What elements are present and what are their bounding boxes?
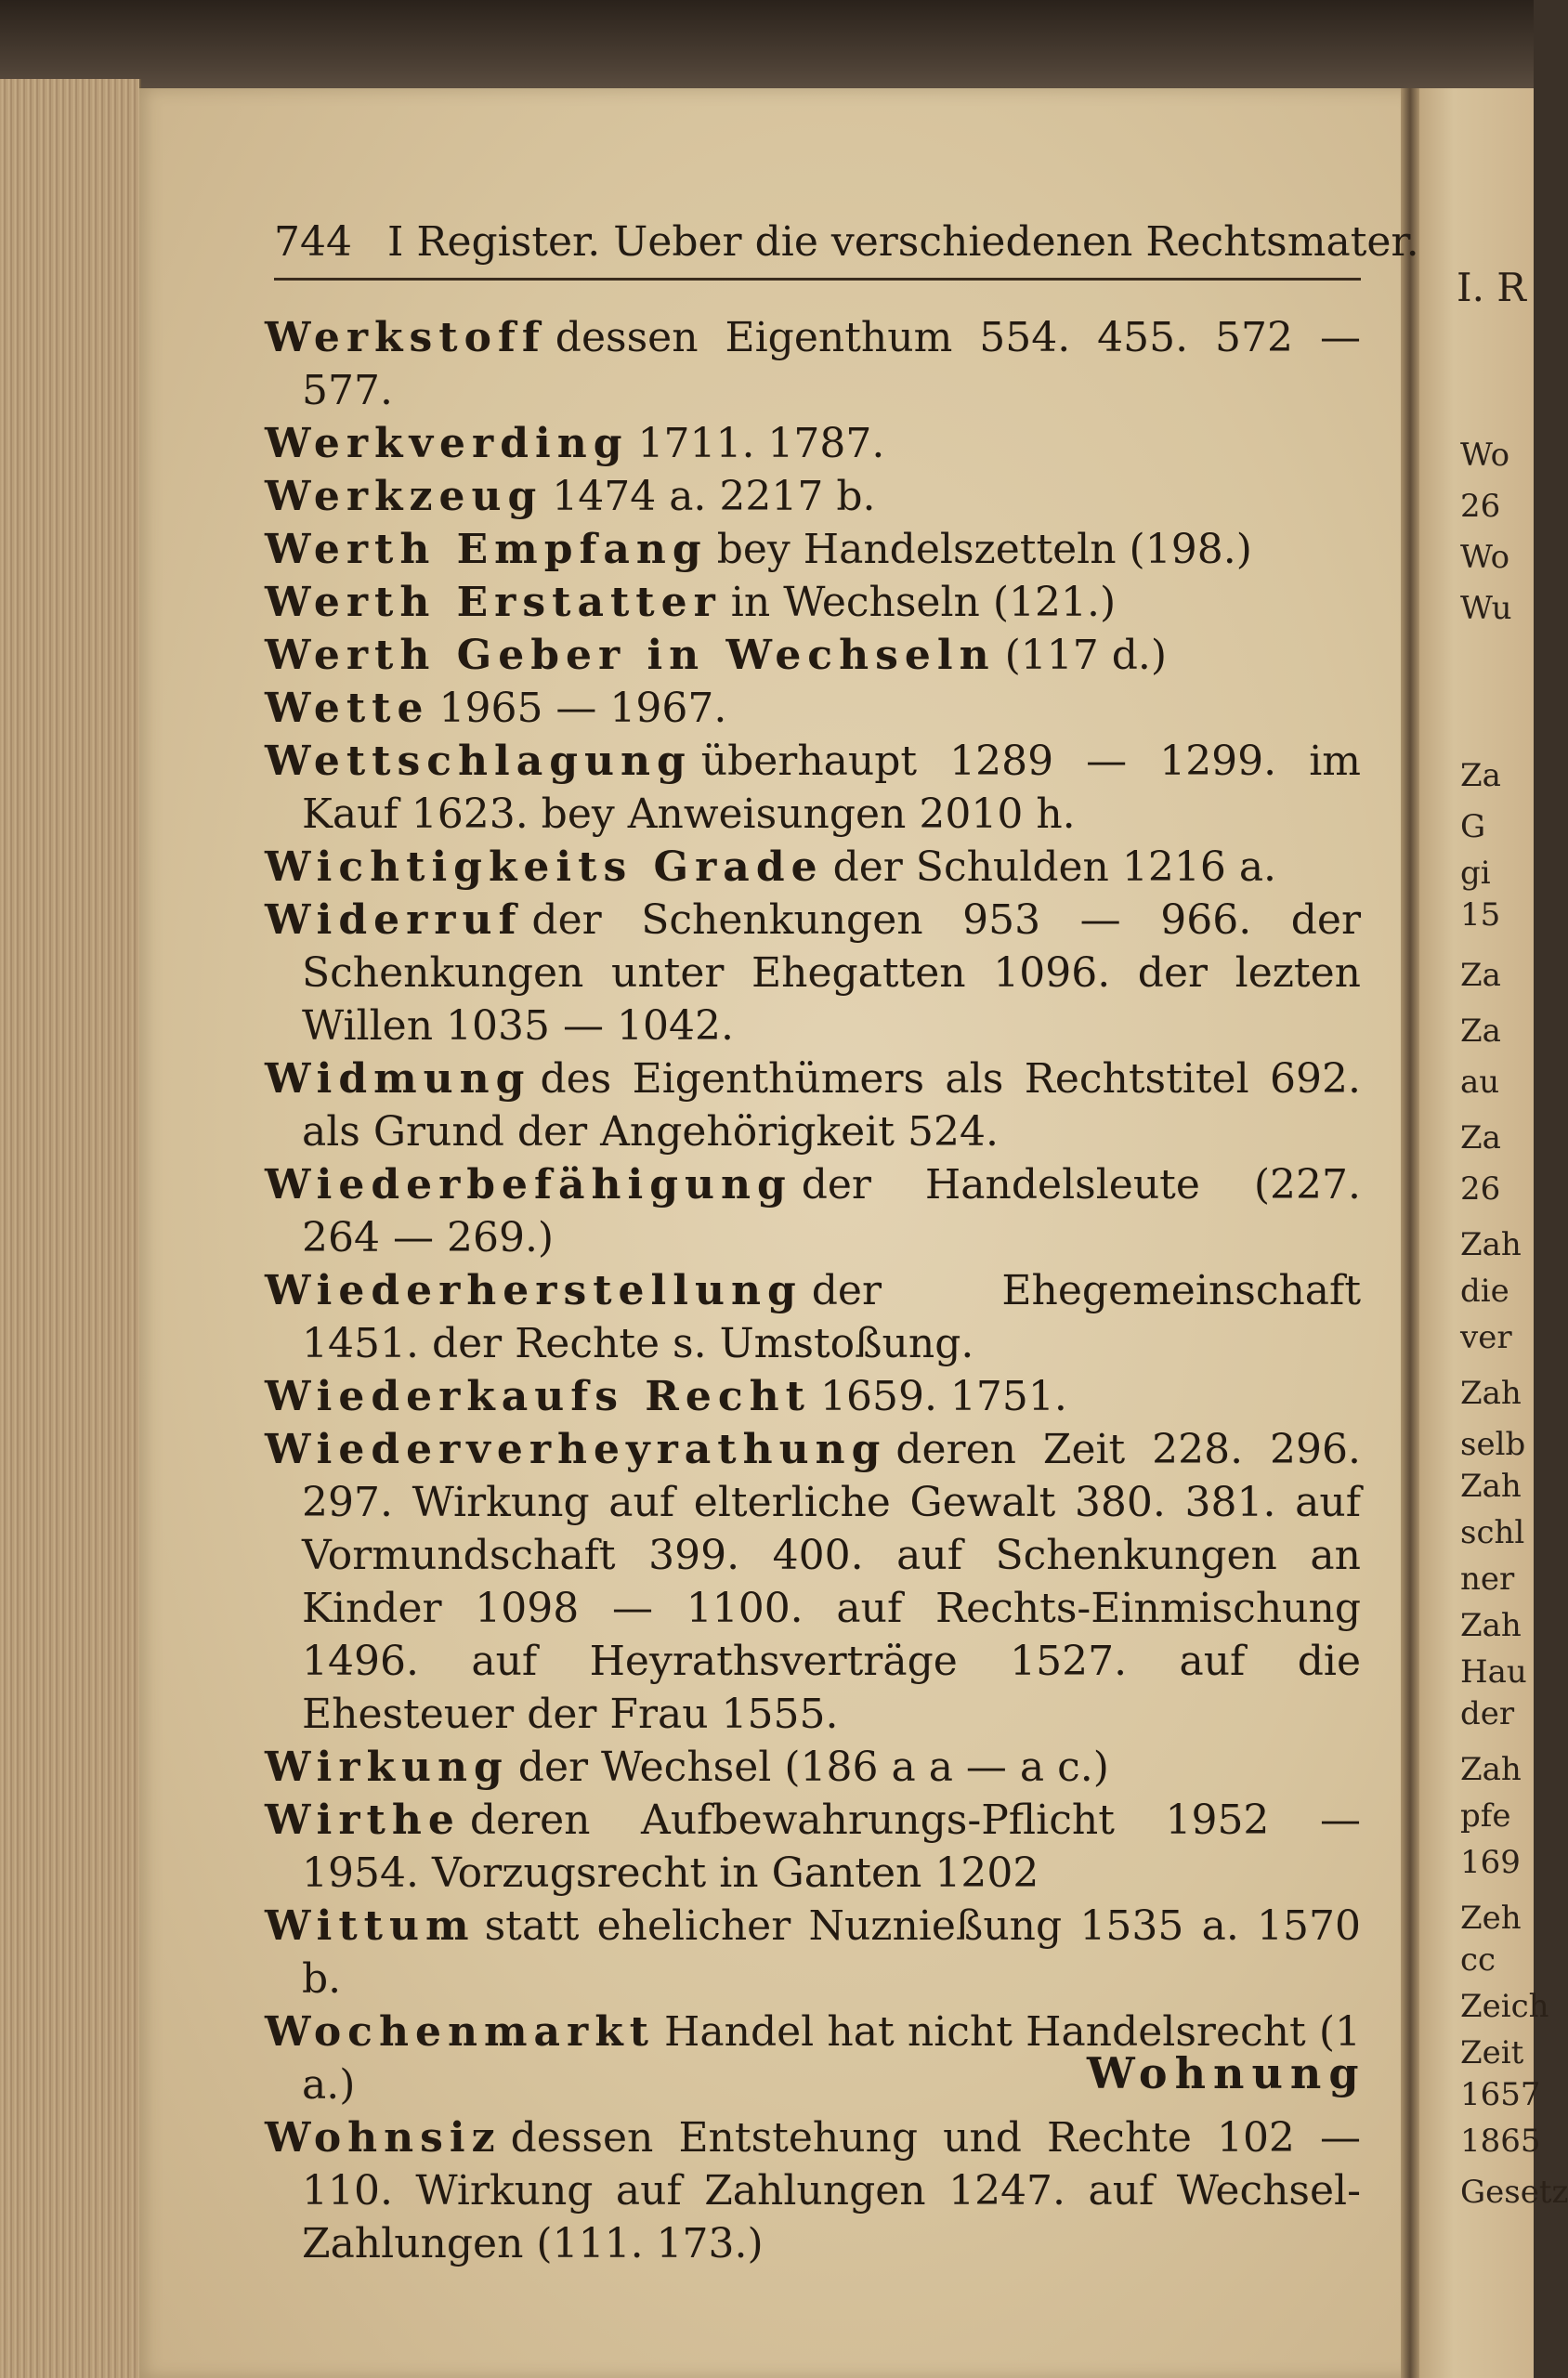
entry-text: 1711. 1787. (637, 420, 885, 467)
entry-keyword: Werkzeug (265, 473, 543, 520)
entry-keyword: Wochenmarkt (265, 2008, 655, 2056)
register-entries (265, 311, 1361, 2270)
right-page-line: gi (1460, 855, 1491, 892)
page-number: 744 (274, 218, 352, 266)
right-page-line: Za (1460, 957, 1501, 994)
right-page-line: 26 (1460, 488, 1501, 525)
entry-text: dessen Entstehung und Rechte 102 — 110. Wirkung auf Zahlungen 1247. auf Wechsel-Zahlungen (111. 173.) (302, 2114, 1361, 2267)
book-top-edge (0, 0, 1534, 88)
right-page-line: 169 (1460, 1844, 1521, 1881)
entry-keyword: Wichtigkeits Grade (265, 843, 824, 891)
entry-keyword: Werkverding (265, 420, 629, 467)
right-page-line: Hau (1460, 1653, 1527, 1691)
entry-text: 1659. 1751. (819, 1373, 1067, 1420)
register-entry (265, 1794, 1361, 1900)
entry-keyword: Wiederverheyrathung (265, 1426, 887, 1473)
right-page-line: schl (1460, 1514, 1525, 1551)
right-page-line: Wu (1460, 590, 1512, 627)
register-entry (265, 2111, 1361, 2270)
entry-text: deren Aufbewahrungs-Pflicht 1952 — 1954. Vorzugsrecht in Ganten 1202 (302, 1797, 1361, 1897)
entry-keyword: Wiederbefähigung (265, 1161, 792, 1209)
entry-text: der Wechsel (186 a a — a c.) (517, 1744, 1109, 1791)
register-entry (265, 311, 1361, 417)
page-header (274, 218, 1419, 266)
right-page-line: Gesetz (1460, 2174, 1568, 2211)
register-entry (265, 841, 1361, 894)
entry-keyword: Wittum (265, 1902, 476, 1950)
entry-keyword: Wiederherstellung (265, 1267, 803, 1314)
register-entry (265, 1370, 1361, 1423)
entry-keyword: Werth Empfang (265, 526, 708, 573)
right-page-line: Zeich (1460, 1988, 1549, 2025)
right-page-line: der (1460, 1695, 1515, 1732)
page-title: I Register. Ueber die verschiedenen Rechtsmater. (386, 218, 1419, 266)
register-entry (265, 1264, 1361, 1370)
entry-text: in Wechseln (121.) (730, 579, 1117, 626)
right-page-line: ner (1460, 1561, 1515, 1598)
entry-text: 1965 — 1967. (438, 685, 727, 732)
entry-text: deren Zeit 228. 296. 297. Wirkung auf elterliche Gewalt 380. 381. auf Vormundschaft 399. 400. auf Schenkungen an Kinder 1098 — 1100. auf Rechts-Einmischung 1496. auf Heyrathsverträge 1527. auf die Ehesteuer der Frau 1555. (302, 1426, 1361, 1738)
entry-keyword: Wirthe (265, 1797, 461, 1844)
register-entry (265, 682, 1361, 735)
header-rule (274, 278, 1361, 281)
right-page-line: die (1460, 1273, 1509, 1310)
right-page-line: Za (1460, 1013, 1501, 1050)
right-page-header: I. R (1457, 265, 1526, 310)
right-page-line: 26 (1460, 1170, 1501, 1208)
right-page-line: Zah (1460, 1226, 1522, 1263)
entry-text: statt ehelicher Nuznießung 1535 a. 1570 b. (302, 1902, 1361, 2003)
right-page-line: au (1460, 1064, 1500, 1101)
right-page-line: Za (1460, 1119, 1501, 1156)
entry-keyword: Wettschlagung (265, 738, 692, 785)
right-page-line: G (1460, 808, 1486, 845)
right-page-line: Wo (1460, 437, 1510, 474)
right-page-line: 1865 (1460, 2123, 1541, 2160)
entry-keyword: Wohnsiz (265, 2114, 502, 2162)
register-entry (265, 1052, 1361, 1158)
register-entry (265, 523, 1361, 576)
entry-text: überhaupt 1289 — 1299. im Kauf 1623. bey Anweisungen 2010 h. (302, 738, 1361, 838)
entry-keyword: Werkstoff (265, 314, 546, 361)
entry-keyword: Wirkung (265, 1744, 509, 1791)
entry-text: der Handelsleute (227. 264 — 269.) (302, 1161, 1361, 1261)
right-page-line: Za (1460, 757, 1501, 794)
entry-keyword: Werth Erstatter (265, 579, 722, 626)
entry-keyword: Wette (265, 685, 430, 732)
right-page-line: Zah (1460, 1751, 1522, 1788)
entry-keyword: Widerruf (265, 896, 523, 944)
right-page-line: selb (1460, 1426, 1526, 1463)
entry-text: bey Handelszetteln (198.) (716, 526, 1252, 573)
entry-keyword: Werth Geber in Wechseln (265, 632, 996, 679)
entry-text: dessen Eigenthum 554. 455. 572 — 577. (302, 314, 1361, 414)
entry-text: der Schenkungen 953 — 966. der Schenkungen unter Ehegatten 1096. der lezten Willen 1035 — 1042. (302, 896, 1361, 1050)
page-stack-edge (0, 79, 141, 2378)
entry-text: Handel hat nicht Handelsrecht (1 a.) (302, 2008, 1361, 2109)
register-entry (265, 1741, 1361, 1794)
catchword: Wohnung (1087, 2048, 1366, 2098)
entry-keyword: Wiederkaufs Recht (265, 1373, 811, 1420)
right-page-line: 15 (1460, 896, 1501, 934)
right-page-line: Zeit (1460, 2034, 1524, 2071)
right-page-line: cc (1460, 1941, 1496, 1979)
register-entry (265, 629, 1361, 682)
entry-text: 1474 a. 2217 b. (552, 473, 876, 520)
register-entry (265, 576, 1361, 629)
entry-text: (117 d.) (1004, 632, 1168, 679)
right-page-line: Wo (1460, 539, 1510, 576)
register-entry (265, 1158, 1361, 1264)
entry-text: der Schulden 1216 a. (832, 843, 1277, 891)
right-page-line: Zah (1460, 1607, 1522, 1644)
entry-text: der Ehegemeinschaft 1451. der Rechte s. Umstoßung. (302, 1267, 1361, 1367)
right-page-line: 1657 (1460, 2076, 1541, 2113)
book-gutter (1401, 88, 1419, 2378)
right-page-line: Zeh (1460, 1900, 1522, 1937)
register-entry (265, 417, 1361, 470)
entry-keyword: Widmung (265, 1055, 531, 1103)
entry-text: des Eigenthümers als Rechtstitel 692. als Grund der Angehörigkeit 524. (302, 1055, 1361, 1156)
register-entry (265, 1423, 1361, 1741)
register-entry (265, 894, 1361, 1052)
right-page-line: Zah (1460, 1468, 1522, 1505)
right-page-line: Zah (1460, 1375, 1522, 1412)
right-page-line: pfe (1460, 1797, 1511, 1835)
register-entry (265, 470, 1361, 523)
register-entry (265, 735, 1361, 841)
right-page-line: ver (1460, 1319, 1512, 1356)
register-entry (265, 1900, 1361, 2006)
right-page-fragment (1419, 88, 1568, 2378)
